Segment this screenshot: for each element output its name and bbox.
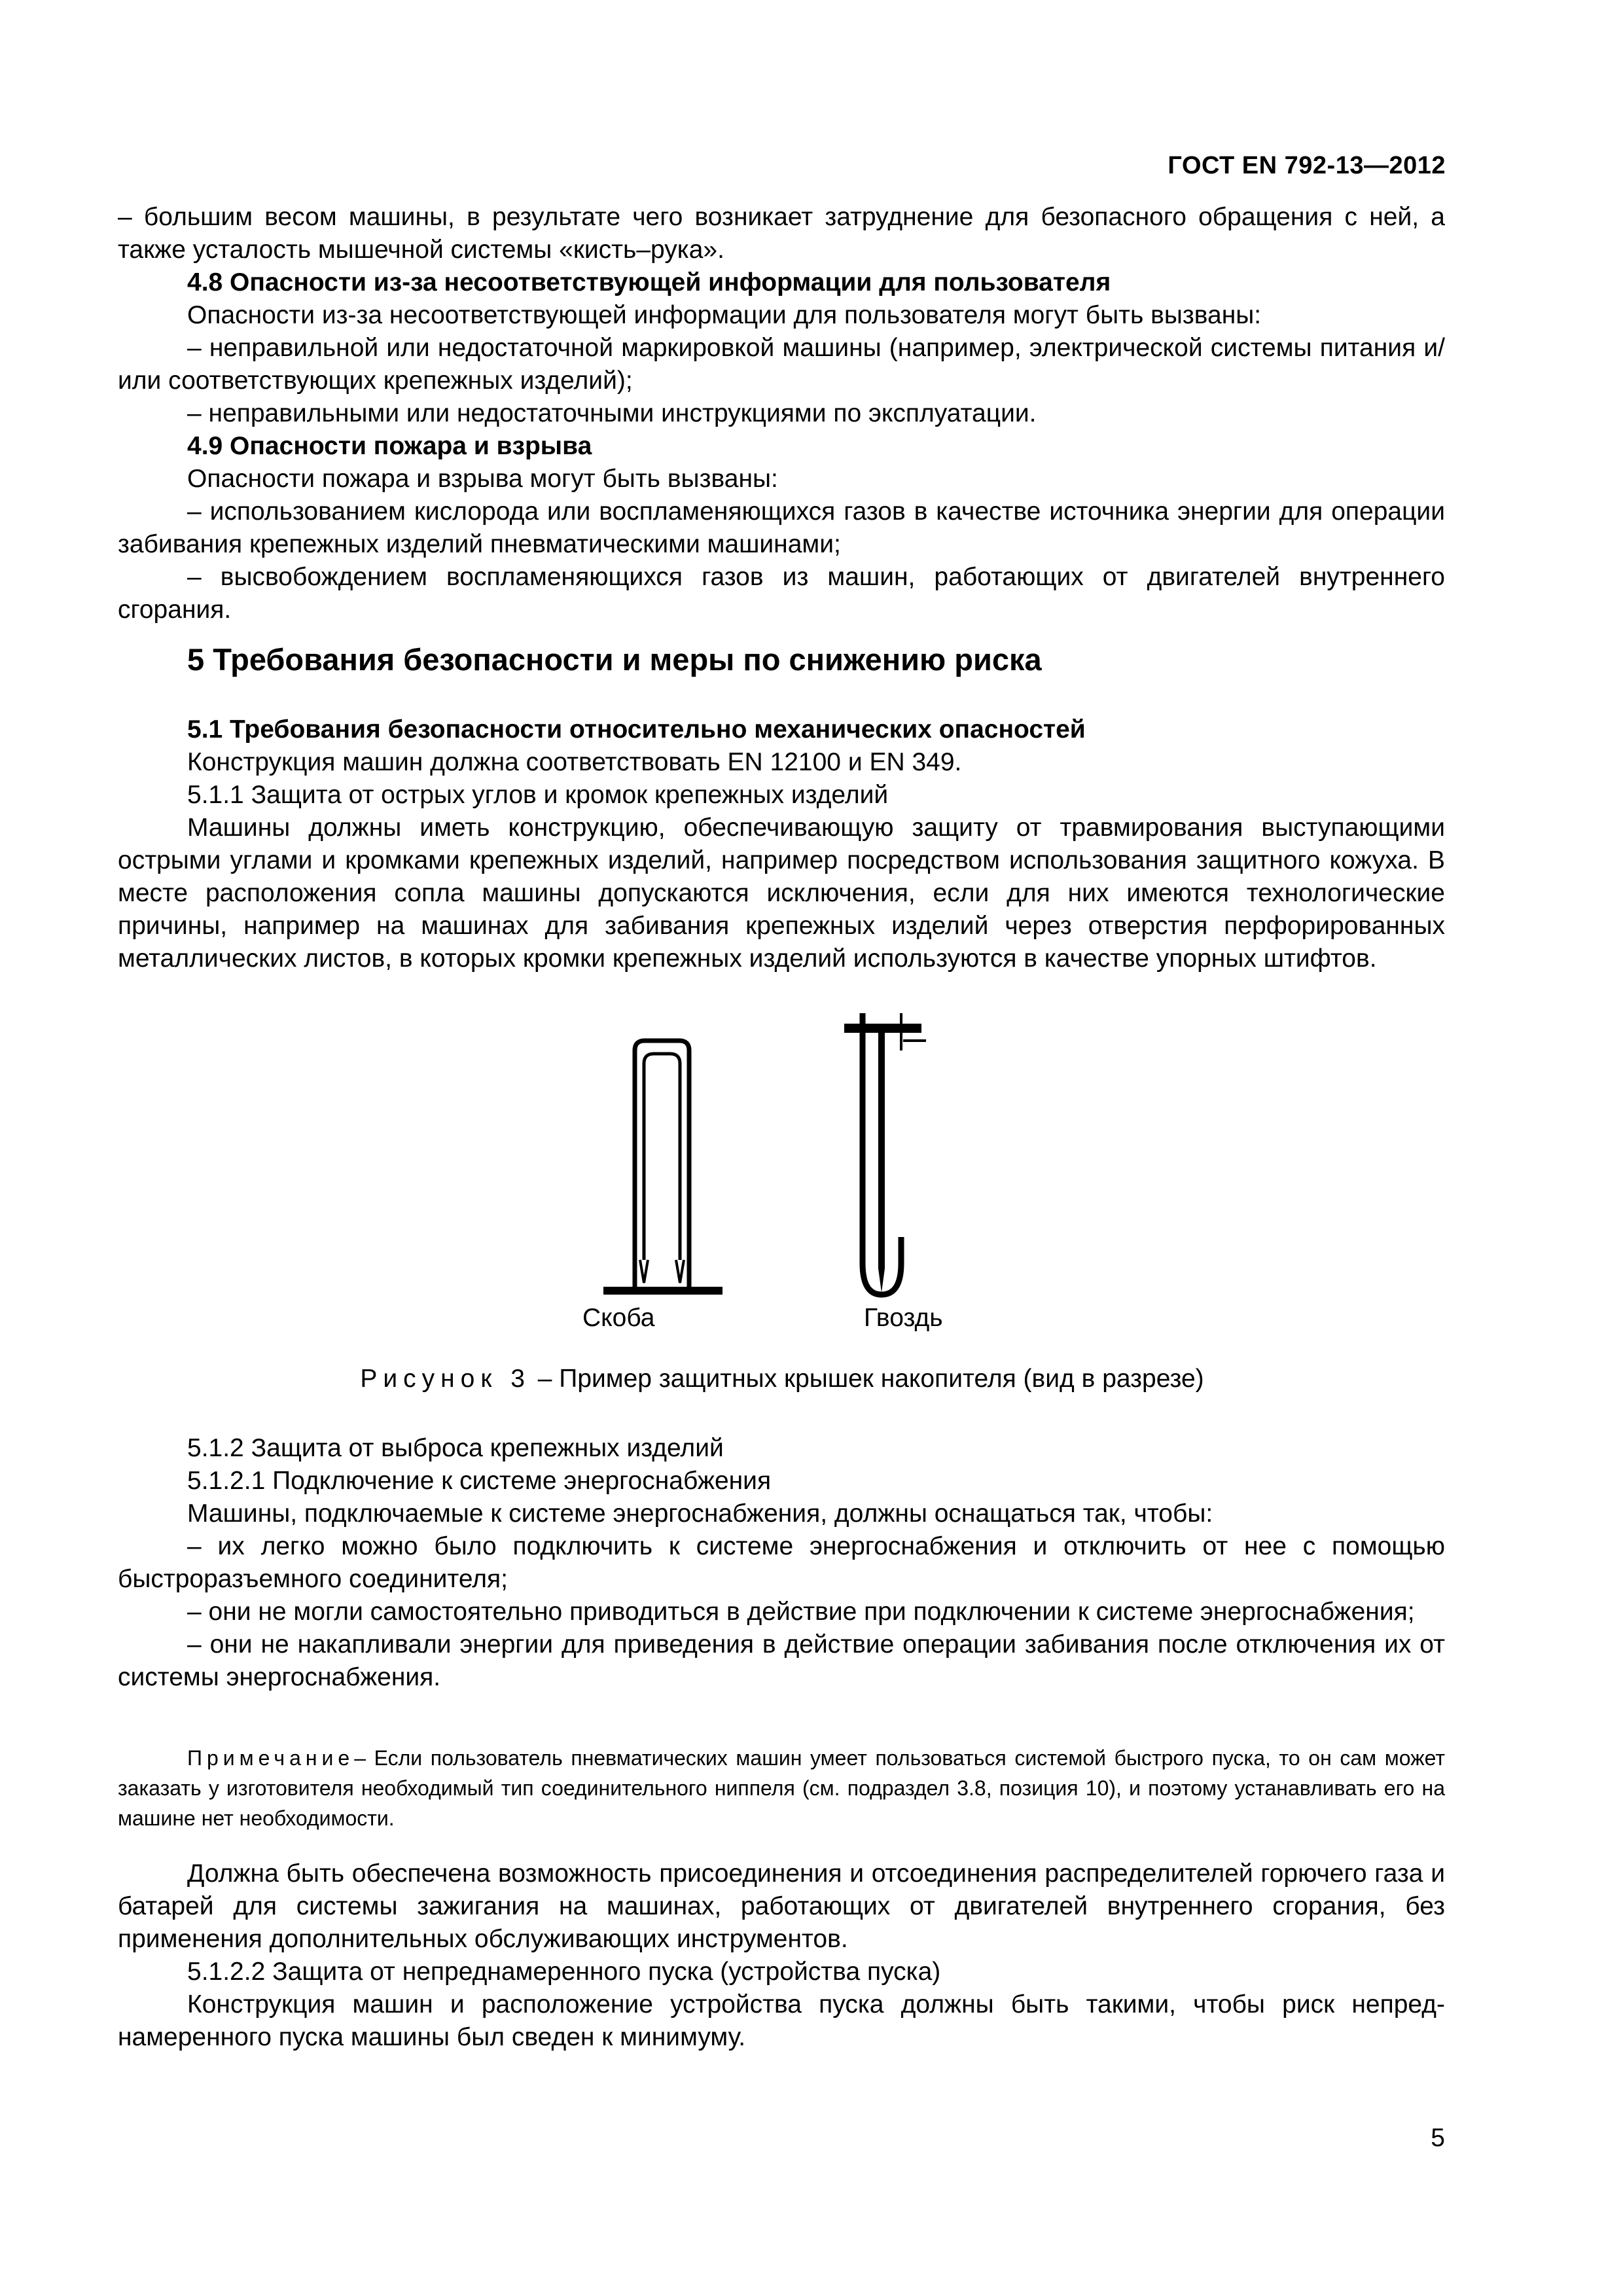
paragraph: 5.1.2 Защита от выброса крепежных изделий bbox=[187, 1434, 724, 1462]
staple-drawing bbox=[603, 1041, 722, 1295]
paragraph: Опасности из-за несоответствующей информации для пользователя могут быть вызваны: bbox=[187, 301, 1262, 329]
figure-caption-text: – Пример защитных крышек накопителя (вид в разрезе) bbox=[530, 1365, 1204, 1393]
text-block-top bbox=[118, 201, 1445, 626]
paragraph: 4.8 Опасности из-за несоответствующей информации для пользователя bbox=[187, 268, 1111, 296]
paragraph: Машины должны иметь конструкцию, обеспечивающую защиту от травмирования выступающими острыми углами и кромками крепежных изделий, например посредством использования защитного кожуха. В месте расположения сопла машины допускаются исключения, если для них имеются технологические причины, например на машинах для забивания крепежных изделий через отверстия перфорированных металлических листов, в которых кромки крепежных изделий используются в качестве упорных штифтов. bbox=[118, 814, 1445, 973]
text-block-bottom bbox=[118, 1857, 1445, 2054]
note-text: – Если пользователь пневматических машин умеет пользоваться системой быстрого пуска, то он сам может заказать у изготовителя необходимый тип соединительного ниппеля (см. подраздел 3.8, позиция 10), и поэтому устанавливать его на машине нет необходимости. bbox=[118, 1746, 1445, 1830]
figure-drawing bbox=[576, 1001, 1047, 1309]
text-block-middle bbox=[118, 713, 1445, 975]
paragraph: – неправильными или недостаточными инструкциями по эксплуатации. bbox=[187, 399, 1037, 427]
page-number: 5 bbox=[1431, 2124, 1445, 2152]
figure-staple-nail bbox=[576, 1001, 1047, 1342]
paragraph: – они не накапливали энергии для приведения в действие операции забивания после отключения их от системы энергоснабжения. bbox=[118, 1630, 1445, 1691]
figure-label-staple: Скоба bbox=[582, 1304, 655, 1332]
figure-caption bbox=[0, 1365, 1564, 1393]
paragraph: 5.1.1 Защита от острых углов и кромок крепежных изделий bbox=[187, 781, 889, 809]
nail-drawing bbox=[844, 1013, 926, 1295]
paragraph: – высвобождением воспламеняющихся газов из машин, работающих от двигателей внутреннего сгорания. bbox=[118, 563, 1445, 624]
paragraph: – они не могли самостоятельно приводиться в действие при подключении к системе энергоснабжения; bbox=[187, 1598, 1415, 1626]
text-block-lower bbox=[118, 1432, 1445, 1694]
paragraph: Конструкция машин должна соответствовать EN 12100 и EN 349. bbox=[187, 748, 962, 776]
figure-caption-prefix: Рисунок 3 bbox=[360, 1365, 531, 1393]
paragraph: Машины, подключаемые к системе энергоснабжения, должны оснащаться так, чтобы: bbox=[187, 1499, 1213, 1528]
document-code-header: ГОСТ EN 792-13—2012 bbox=[1168, 152, 1446, 179]
paragraph: 5.1 Требования безопасности относительно механических опасностей bbox=[187, 715, 1086, 744]
note-label: Примечание bbox=[187, 1746, 355, 1770]
figure-label-nail: Гвоздь bbox=[864, 1304, 943, 1332]
paragraph: – их легко можно было подключить к системе энергоснабжения и отключить от нее с помощью быстроразъемного соединителя; bbox=[118, 1532, 1445, 1593]
section-title: 5 Требования безопасности и меры по снижению риска bbox=[187, 642, 1042, 677]
note-block bbox=[118, 1743, 1445, 1833]
paragraph: Конструкция машин и расположение устройства пуска должны быть такими, чтобы риск непреднамеренного пуска машины был сведен к минимуму. bbox=[118, 1990, 1445, 2051]
paragraph: Опасности пожара и взрыва могут быть вызваны: bbox=[187, 465, 778, 493]
paragraph: – неправильной или недостаточной маркировкой машины (например, электрической системы питания и/или соответствующих крепежных изделий); bbox=[118, 334, 1445, 395]
paragraph: 5.1.2.1 Подключение к системе энергоснабжения bbox=[187, 1467, 772, 1495]
paragraph: Должна быть обеспечена возможность присоединения и отсоединения распределителей горючего газа и батарей для системы зажигания на машинах, работающих от двигателей внутреннего сгорания, без применения дополнительных обслуживающих инструментов. bbox=[118, 1859, 1445, 1953]
paragraph: – большим весом машины, в результате чего возникает затруднение для безопасного обращения с ней, а также усталость мышечной системы «кисть–рука». bbox=[118, 203, 1445, 264]
paragraph: – использованием кислорода или воспламеняющихся газов в качестве источника энергии для операции забивания крепежных изделий пневматическими машинами; bbox=[118, 497, 1445, 558]
paragraph: 5.1.2.2 Защита от непреднамеренного пуска (устройства пуска) bbox=[187, 1958, 941, 1986]
paragraph: 4.9 Опасности пожара и взрыва bbox=[187, 432, 592, 460]
